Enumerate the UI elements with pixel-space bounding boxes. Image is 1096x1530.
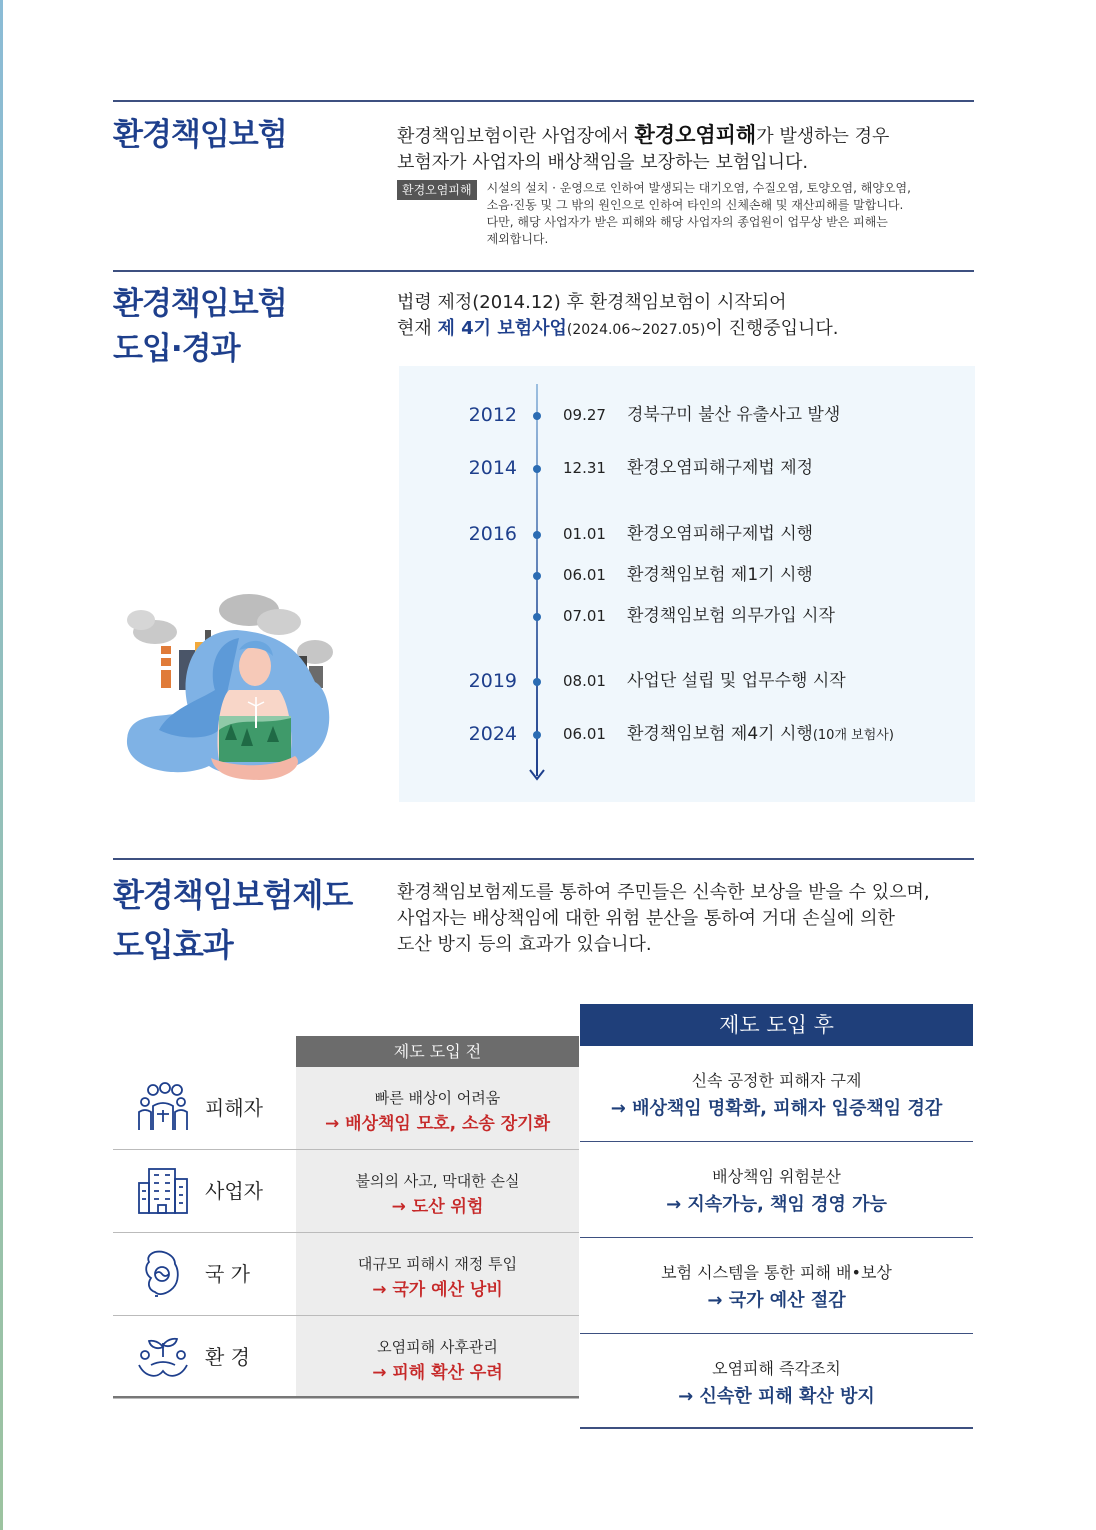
event-text: 환경책임보험 제4기 시행 xyxy=(627,724,813,744)
section-description xyxy=(397,290,967,343)
timeline-event xyxy=(627,521,813,547)
section-description xyxy=(397,880,977,958)
before-text: 불의의 사고, 막대한 손실 xyxy=(355,1172,520,1190)
body-text: 사업자는 배상책임에 대한 위험 분산을 통하여 거대 손실에 의한 xyxy=(397,908,895,929)
title-line: 환경책임보험 xyxy=(113,286,287,322)
column-header-after: 제도 도입 후 xyxy=(580,1004,973,1046)
cell-before xyxy=(296,1150,579,1233)
body-text: 환경책임보험이란 사업장에서 xyxy=(397,126,635,147)
cell-before xyxy=(296,1067,579,1150)
note-line: 제외합니다. xyxy=(486,232,549,246)
body-text: 법령 제정(2014.12) 후 환경책임보험이 시작되어 xyxy=(397,292,787,313)
event-text: 환경책임보험 제1기 시행 xyxy=(627,565,813,585)
row-label-nation xyxy=(113,1233,296,1316)
event-text: 환경책임보험 의무가입 시작 xyxy=(627,606,835,626)
emphasis-text: 제 4기 보험사업 xyxy=(437,318,567,339)
section-history xyxy=(113,270,974,830)
event-text: 환경오염피해구제법 시행 xyxy=(627,524,814,544)
timeline-event xyxy=(627,455,813,481)
before-result: → 국가 예산 낭비 xyxy=(372,1280,503,1300)
timeline-dot xyxy=(533,465,541,473)
timeline-dot xyxy=(533,613,541,621)
korea-map-icon xyxy=(135,1248,191,1300)
environment-illustration xyxy=(119,590,341,800)
event-subtext: (10개 보험사) xyxy=(812,728,894,743)
timeline-item xyxy=(399,668,975,694)
timeline-item xyxy=(399,562,975,588)
timeline-date: 08.01 xyxy=(563,672,606,690)
building-icon xyxy=(135,1165,191,1217)
cell-after xyxy=(580,1142,973,1238)
period-text: (2024.06~2027.05) xyxy=(566,322,706,338)
timeline-date: 07.01 xyxy=(563,607,606,625)
cell-before xyxy=(296,1233,579,1316)
note-line: 시설의 설치 · 운영으로 인하여 발생되는 대기오염, 수질오염, 토양오염, 해양오염, xyxy=(486,181,911,195)
row-label: 사업자 xyxy=(205,1179,263,1203)
after-text: 보험 시스템을 통한 피해 배•보상 xyxy=(661,1263,892,1282)
note-badge: 환경오염피해 xyxy=(397,180,477,200)
timeline-dot xyxy=(533,731,541,739)
definition-note xyxy=(397,180,987,248)
note-line: 다만, 해당 사업자가 받은 피해와 해당 사업자의 종업원이 업무상 받은 피해는 xyxy=(486,215,888,229)
section-insurance-definition xyxy=(113,100,974,270)
page-edge-accent xyxy=(0,0,3,1530)
timeline-date: 09.27 xyxy=(563,406,606,424)
section-title xyxy=(113,282,287,372)
arrow-down-icon xyxy=(528,768,546,782)
timeline-date: 01.01 xyxy=(563,525,606,543)
before-text: 대규모 피해시 재정 투입 xyxy=(357,1255,518,1273)
timeline-year: 2014 xyxy=(468,457,517,479)
after-result: → 국가 예산 절감 xyxy=(707,1290,846,1311)
timeline-dot xyxy=(533,678,541,686)
plant-hands-icon xyxy=(135,1331,191,1383)
section-title: 환경책임보험 xyxy=(113,117,287,153)
timeline-date: 06.01 xyxy=(563,725,606,743)
table-bottom-rule xyxy=(580,1427,973,1429)
timeline-event xyxy=(627,603,835,629)
timeline-year: 2019 xyxy=(468,670,517,692)
note-line: 소음·진동 및 그 밖의 원인으로 인하여 타인의 신체손해 및 재산피해를 말합니다. xyxy=(486,198,904,212)
body-text: 도산 방지 등의 효과가 있습니다. xyxy=(397,934,652,955)
event-text: 환경오염피해구제법 제정 xyxy=(627,458,814,478)
after-result: → 신속한 피해 확산 방지 xyxy=(678,1386,875,1407)
after-result: → 배상책임 명확화, 피해자 입증책임 경감 xyxy=(610,1098,943,1119)
note-text xyxy=(487,180,911,248)
people-icon xyxy=(135,1082,191,1134)
timeline-date: 12.31 xyxy=(563,459,606,477)
timeline-event xyxy=(627,562,813,588)
before-text: 빠른 배상이 어려움 xyxy=(374,1089,501,1107)
timeline-dot xyxy=(533,531,541,539)
section-description xyxy=(397,122,967,176)
title-line: 환경책임보험제도 xyxy=(113,876,353,914)
timeline-date: 06.01 xyxy=(563,566,606,584)
before-result: → 도산 위험 xyxy=(391,1197,484,1217)
timeline-year: 2024 xyxy=(468,723,517,745)
timeline-dot xyxy=(533,572,541,580)
table-bottom-rule xyxy=(113,1396,579,1398)
after-result: → 지속가능, 책임 경영 가능 xyxy=(666,1194,887,1215)
timeline-dot xyxy=(533,412,541,420)
cell-after xyxy=(580,1046,973,1142)
row-label-victim xyxy=(113,1067,296,1150)
section-title xyxy=(113,870,352,970)
title-line: 도입효과 xyxy=(113,926,233,964)
body-text: 현재 xyxy=(397,318,438,339)
timeline-panel xyxy=(399,366,975,802)
event-text: 사업단 설립 및 업무수행 시작 xyxy=(627,671,846,691)
timeline-item xyxy=(399,402,975,428)
before-result: → 배상책임 모호, 소송 장기화 xyxy=(324,1114,551,1134)
event-text: 경북구미 불산 유출사고 발생 xyxy=(627,405,841,425)
timeline-event xyxy=(627,668,846,694)
row-label-environment xyxy=(113,1316,296,1399)
cell-after xyxy=(580,1238,973,1334)
section-effects xyxy=(113,858,974,1438)
timeline-event xyxy=(627,721,894,749)
cell-before xyxy=(296,1316,579,1399)
after-text: 신속 공정한 피해자 구제 xyxy=(691,1071,862,1090)
body-text: 가 발생하는 경우 xyxy=(756,126,890,147)
timeline-year: 2012 xyxy=(468,404,517,426)
timeline-event xyxy=(627,402,840,428)
emphasis-text: 환경오염피해 xyxy=(634,123,757,147)
before-text: 오염피해 사후관리 xyxy=(377,1338,498,1356)
timeline-item xyxy=(399,455,975,481)
after-text: 오염피해 즉각조치 xyxy=(712,1359,841,1378)
row-label-business xyxy=(113,1150,296,1233)
title-line: 도입·경과 xyxy=(113,331,240,367)
cell-after xyxy=(580,1334,973,1430)
timeline-item xyxy=(399,721,975,747)
column-header-before: 제도 도입 전 xyxy=(296,1036,579,1067)
after-text: 배상책임 위험분산 xyxy=(712,1167,841,1186)
row-label: 환 경 xyxy=(205,1345,250,1369)
timeline-item xyxy=(399,521,975,547)
row-label: 국 가 xyxy=(205,1262,250,1286)
body-text: 보험자가 사업자의 배상책임을 보장하는 보험입니다. xyxy=(397,152,809,173)
before-result: → 피해 확산 우려 xyxy=(372,1363,503,1383)
row-label: 피해자 xyxy=(205,1096,263,1120)
timeline-item xyxy=(399,603,975,629)
body-text: 이 진행중입니다. xyxy=(705,318,839,339)
body-text: 환경책임보험제도를 통하여 주민들은 신속한 보상을 받을 수 있으며, xyxy=(397,882,930,903)
timeline-year: 2016 xyxy=(468,523,517,545)
